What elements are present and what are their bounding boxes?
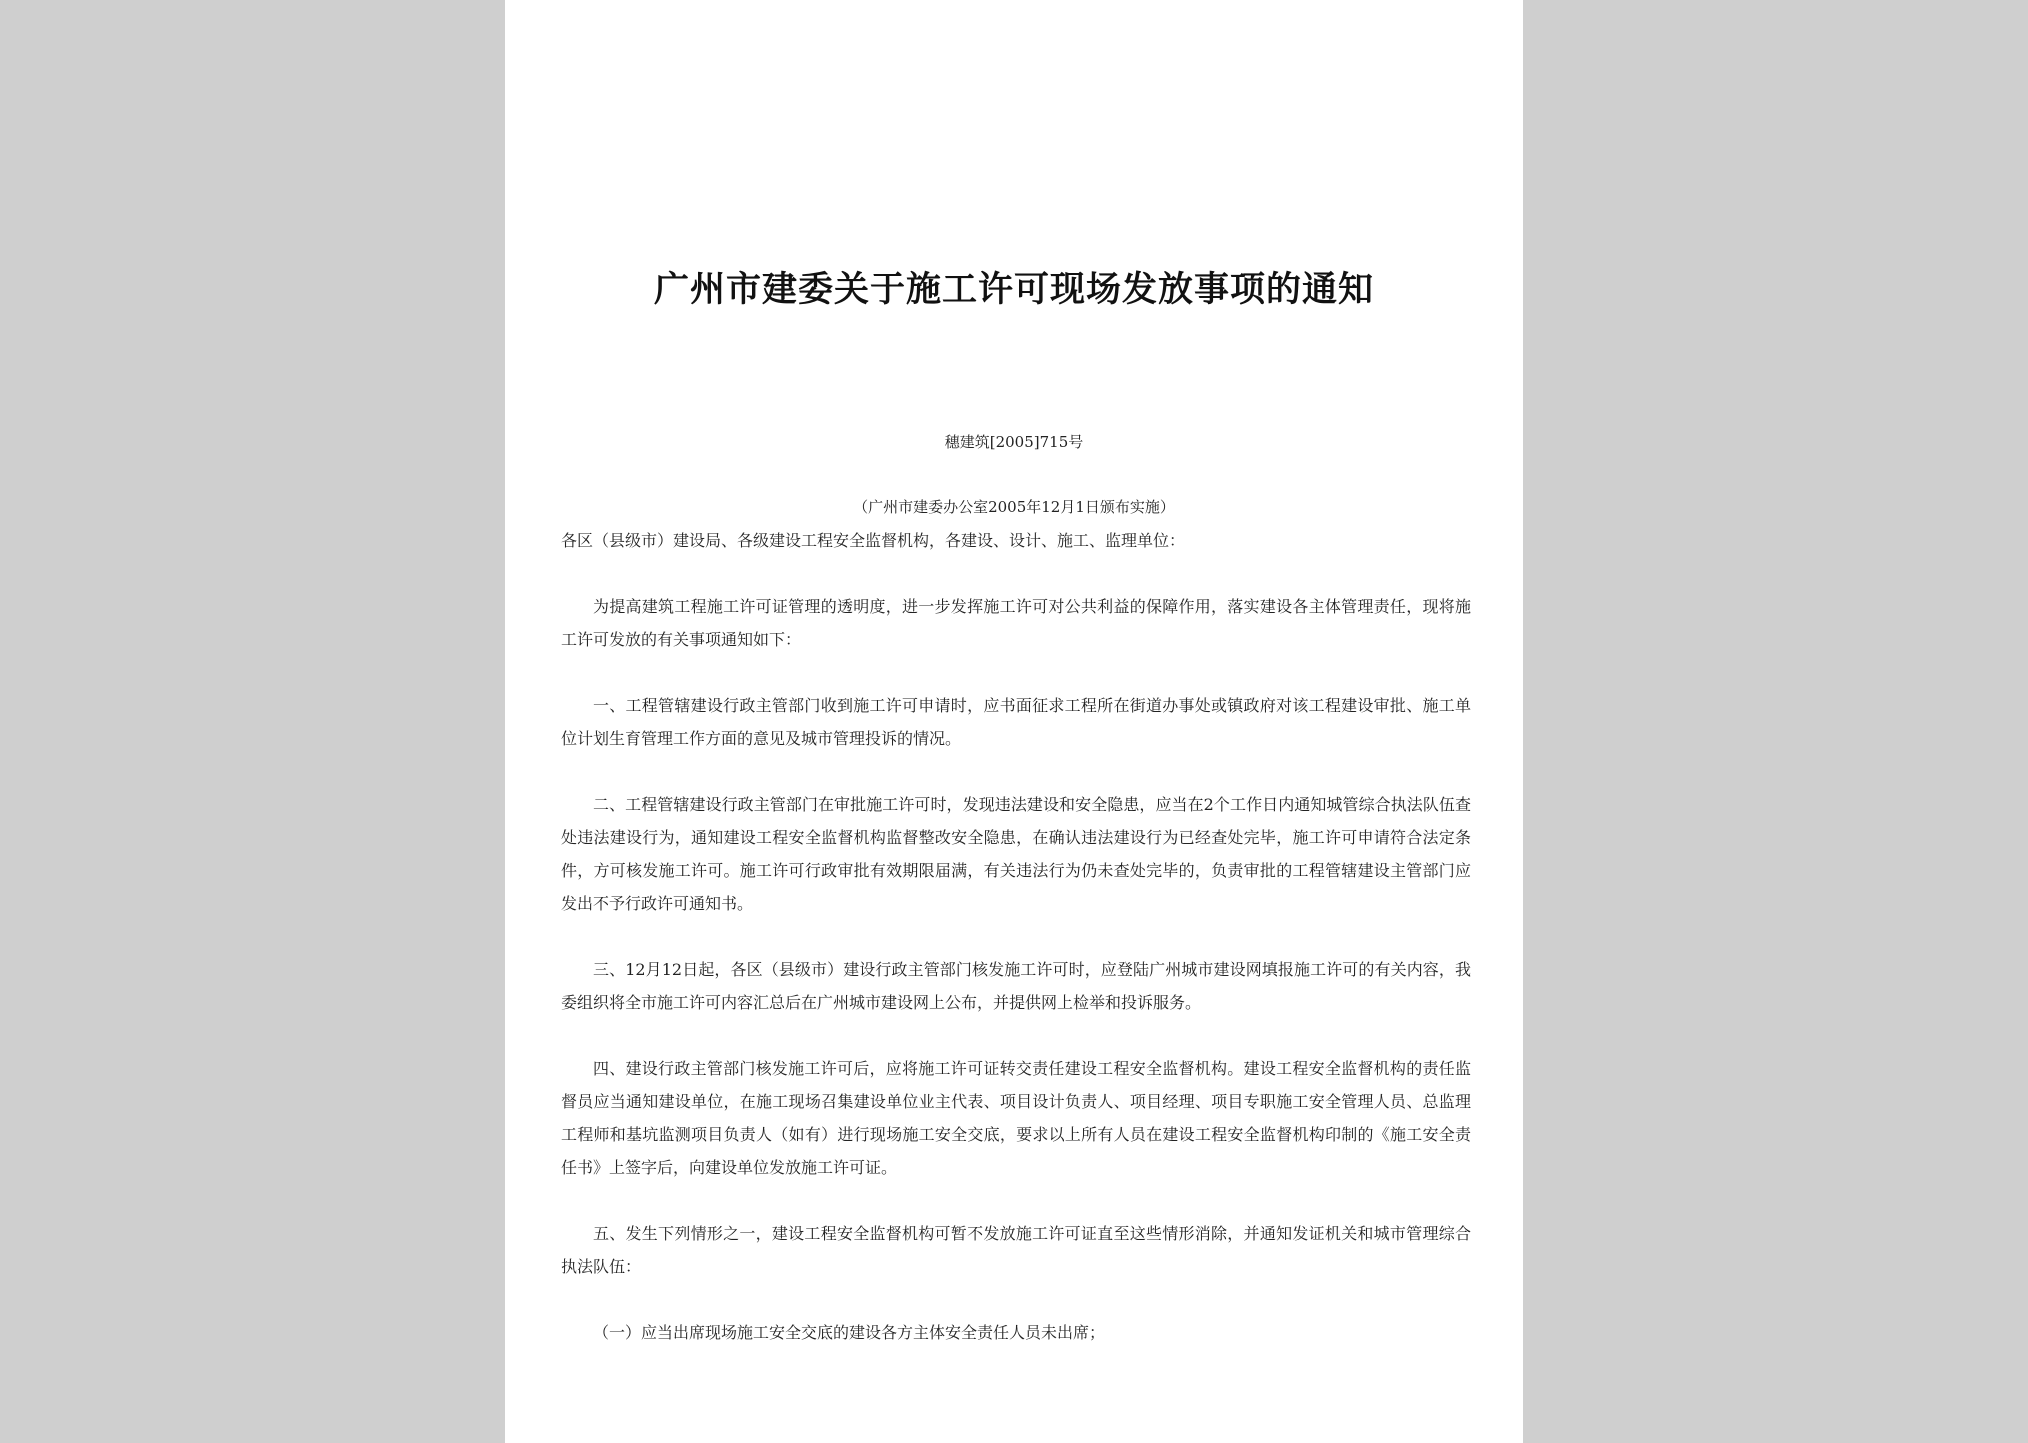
paragraph-5: 五、发生下列情形之一，建设工程安全监督机构可暂不发放施工许可证直至这些情形消除，并通知发证机关和城市管理综合执法队伍： xyxy=(561,1224,1471,1276)
salutation: 各区（县级市）建设局、各级建设工程安全监督机构，各建设、设计、施工、监理单位： xyxy=(561,531,1186,550)
paragraph-4: 四、建设行政主管部门核发施工许可后，应将施工许可证转交责任建设工程安全监督机构。建设工程安全监督机构的责任监督员应当通知建设单位，在施工现场召集建设单位业主代表、项目设计负责人、项目经理、项目专职施工安全管理人员、总监理工程师和基坑监测项目负责人（如有）进行现场施工安全交底，要求以上所有人员在建设工程安全监督机构印制的《施工安全责任书》上签字后，向建设单位发放施工许可证。 xyxy=(561,1059,1471,1177)
document-title: 广州市建委关于施工许可现场发放事项的通知 xyxy=(653,269,1374,310)
document-page xyxy=(505,0,1523,1443)
paragraph-3: 三、12月12日起，各区（县级市）建设行政主管部门核发施工许可时，应登陆广州城市建设网填报施工许可的有关内容，我委组织将全市施工许可内容汇总后在广州城市建设网上公布，并提供网上检举和投诉服务。 xyxy=(561,960,1471,1012)
paragraph-5-item-1: （一）应当出席现场施工安全交底的建设各方主体安全责任人员未出席； xyxy=(593,1323,1106,1342)
issue-note: （广州市建委办公室2005年12月1日颁布实施） xyxy=(853,498,1175,516)
document-number: 穗建筑[2005]715号 xyxy=(944,433,1084,451)
paragraph-2: 二、工程管辖建设行政主管部门在审批施工许可时，发现违法建设和安全隐患，应当在2个工作日内通知城管综合执法队伍查处违法建设行为，通知建设工程安全监督机构监督整改安全隐患，在确认违法建设行为已经查处完毕，施工许可申请符合法定条件，方可核发施工许可。施工许可行政审批有效期限届满，有关违法行为仍未查处完毕的，负责审批的工程管辖建设主管部门应发出不予行政许可通知书。 xyxy=(561,795,1471,913)
paragraph-intro: 为提高建筑工程施工许可证管理的透明度，进一步发挥施工许可对公共利益的保障作用，落实建设各主体管理责任，现将施工许可发放的有关事项通知如下： xyxy=(561,597,1471,649)
paragraph-1: 一、工程管辖建设行政主管部门收到施工许可申请时，应书面征求工程所在街道办事处或镇政府对该工程建设审批、施工单位计划生育管理工作方面的意见及城市管理投诉的情况。 xyxy=(561,696,1471,748)
